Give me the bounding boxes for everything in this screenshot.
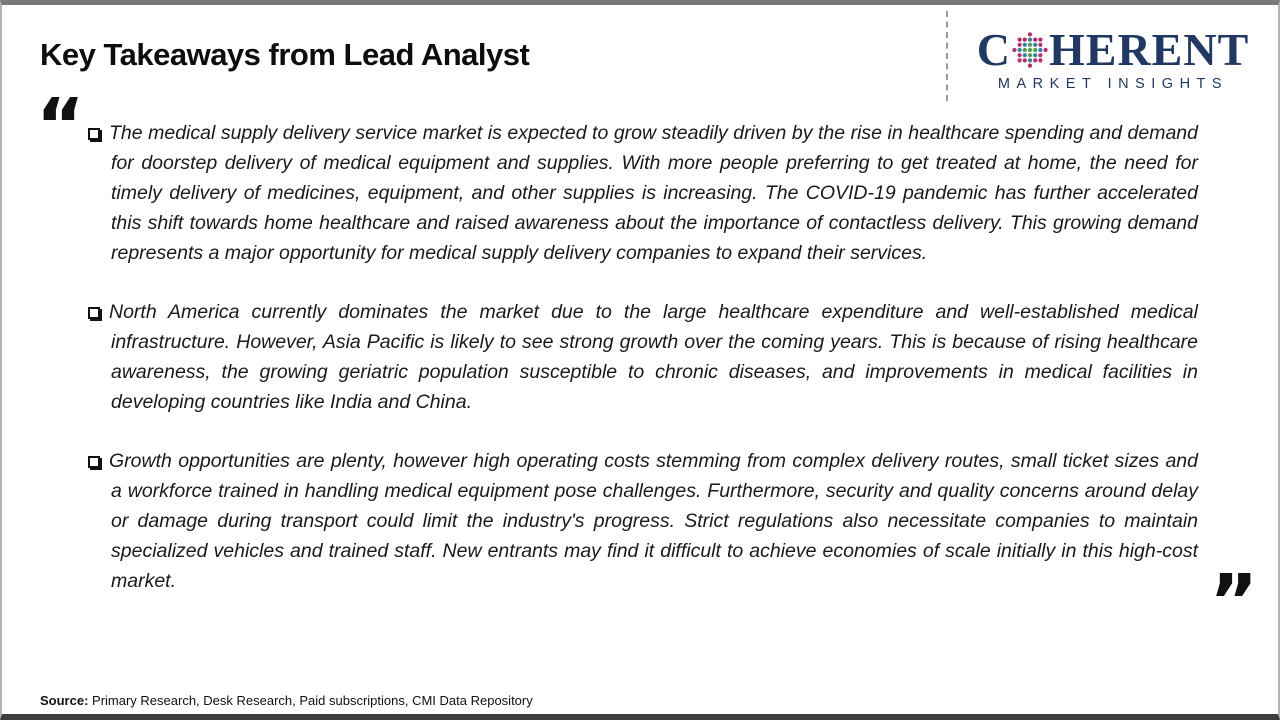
takeaway-text: The medical supply delivery service market is expected to grow steadily driven by the rise in healthcare spending and demand for doorstep delivery of medical equipment and supplies. With more people preferring to get treated at home, the need for timely delivery of medicines, equipment, and other supplies is increasing. The COVID-19 pandemic has further accelerated this shift towards home healthcare and raised awareness about the importance of contactless delivery. This growing demand represents a major opportunity for medical supply delivery companies to expand their services. — [109, 122, 1198, 264]
checkbox-bullet-icon — [88, 128, 100, 140]
open-quote-icon: “ — [36, 83, 85, 169]
takeaways-list — [88, 118, 1198, 625]
checkbox-bullet-icon — [88, 307, 100, 319]
dotted-globe-icon — [1012, 32, 1048, 68]
logo-wordmark — [976, 24, 1250, 75]
dashed-divider — [946, 11, 948, 101]
source-label: Source: — [40, 693, 89, 708]
takeaway-text: Growth opportunities are plenty, however high operating costs stemming from complex delivery routes, small ticket sizes and a workforce trained in handling medical equipment pose challenges. Furthermore, security and quality concerns around delay or damage during transport could limit the industry's progress. Strict regulations also necessitate companies to maintain specialized vehicles and trained staff. New entrants may find it difficult to achieve economies of scale initially in this high-cost market. — [109, 450, 1198, 592]
logo-word-herent: HERENT — [1048, 24, 1250, 75]
takeaway-text: North America currently dominates the market due to the large healthcare expenditure and well-established medical infrastructure. However, Asia Pacific is likely to see strong growth over the coming years. This is because of rising healthcare awareness, the growing geriatric population susceptible to chronic diseases, and improvements in medical facilities in developing countries like India and China. — [109, 301, 1198, 413]
logo-letter-c: C — [976, 24, 1011, 75]
takeaway-item-1 — [88, 118, 1198, 268]
page-title: Key Takeaways from Lead Analyst — [40, 37, 530, 72]
source-text: Primary Research, Desk Research, Paid subscriptions, CMI Data Repository — [92, 693, 533, 708]
takeaway-item-2 — [88, 297, 1198, 417]
source-line — [40, 693, 533, 708]
checkbox-bullet-icon — [88, 456, 100, 468]
takeaway-item-3 — [88, 446, 1198, 596]
company-logo — [946, 11, 1258, 101]
logo-subtitle: MARKET INSIGHTS — [997, 76, 1229, 92]
close-quote-icon: ” — [1209, 559, 1258, 645]
